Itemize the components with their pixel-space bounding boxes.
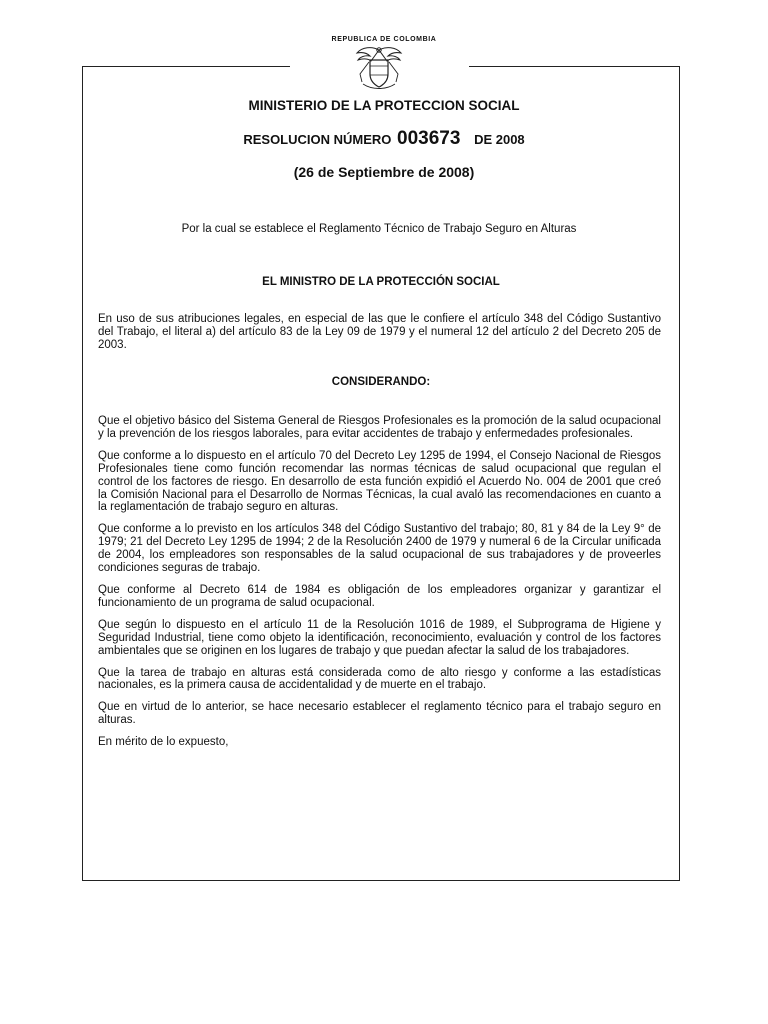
resolution-number-line bbox=[0, 128, 768, 150]
considering-paragraph: Que el objetivo básico del Sistema General de Riesgos Profesionales es la promoción de la salud ocupacional y la prevención de los riesgos laborales, para evitar accidentes de trabajo y enfermedades profesionales. bbox=[98, 415, 661, 440]
considering-paragraph: Que en virtud de lo anterior, se hace necesario establecer el reglamento técnico para el trabajo seguro en alturas. bbox=[98, 701, 661, 727]
considering-paragraph: Que conforme al Decreto 614 de 1984 es obligación de los empleadores organizar y garantizar el funcionamiento de un programa de salud ocupacional. bbox=[98, 583, 661, 609]
considering-paragraph: Que conforme a lo previsto en los artículos 348 del Código Sustantivo del trabajo; 80, 81 y 84 de la Ley 9° de 1979; 21 del Decreto Ley 1295 de 1994; 2 de la Resolución 2400 de 1979 y numeral 6 de la Circular unificada de 2004, los empleadores son responsables de la salud ocupacional de sus trabajadores y de proveerles condiciones seguras de trabajo. bbox=[98, 523, 661, 575]
resolution-number: 003673 bbox=[397, 128, 461, 149]
ministry-title: MINISTERIO DE LA PROTECCION SOCIAL bbox=[248, 98, 520, 113]
resolution-prefix: RESOLUCION NÚMERO bbox=[243, 132, 392, 147]
considering-paragraph: Que según lo dispuesto en el artículo 11 de la Resolución 1016 de 1989, el Subprograma de Higiene y Seguridad Industrial, tiene como objeto la identificación, reconocimiento, evaluación y control de los factores ambientales que se originen en los lugares de trabajo y que puedan afectar la salud de los trabajadores. bbox=[98, 618, 661, 657]
preamble-paragraph: En uso de sus atribuciones legales, en especial de las que le confiere el artículo 348 del Código Sustantivo del Trabajo, el literal a) del artículo 83 de la Ley 09 de 1979 y el numeral 12 del artículo 2 del Decreto 205 de 2003. bbox=[98, 313, 661, 352]
considering-heading: CONSIDERANDO: bbox=[331, 376, 431, 388]
resolution-subject: Por la cual se establece el Reglamento Técnico de Trabajo Seguro en Alturas bbox=[181, 223, 577, 235]
considering-paragraph: Que conforme a lo dispuesto en el artículo 70 del Decreto Ley 1295 de 1994, el Consejo Nacional de Riesgos Profesionales tiene como función recomendar las normas técnicas de salud ocupacional que regulan el control de los factores de riesgo. En desarrollo de esta función expidió el Acuerdo No. 004 de 2001 que creó la Comisión Nacional para el Desarrollo de Normas Técnicas, la cual avaló las recomendaciones en cuanto a la reglamentación de trabajo seguro en alturas. bbox=[98, 449, 661, 514]
closing-phrase: En mérito de lo expuesto, bbox=[98, 736, 229, 749]
minister-heading: EL MINISTRO DE LA PROTECCIÓN SOCIAL bbox=[262, 276, 500, 288]
resolution-year: DE 2008 bbox=[474, 132, 525, 147]
republic-header: REPUBLICA DE COLOMBIA bbox=[331, 36, 437, 43]
resolution-date: (26 de Septiembre de 2008) bbox=[293, 164, 475, 180]
considering-paragraph: Que la tarea de trabajo en alturas está considerada como de alto riesgo y conforme a las estadísticas nacionales, es la primera causa de accidentalidad y de muerte en el trabajo. bbox=[98, 666, 661, 692]
considering-body bbox=[98, 415, 661, 758]
